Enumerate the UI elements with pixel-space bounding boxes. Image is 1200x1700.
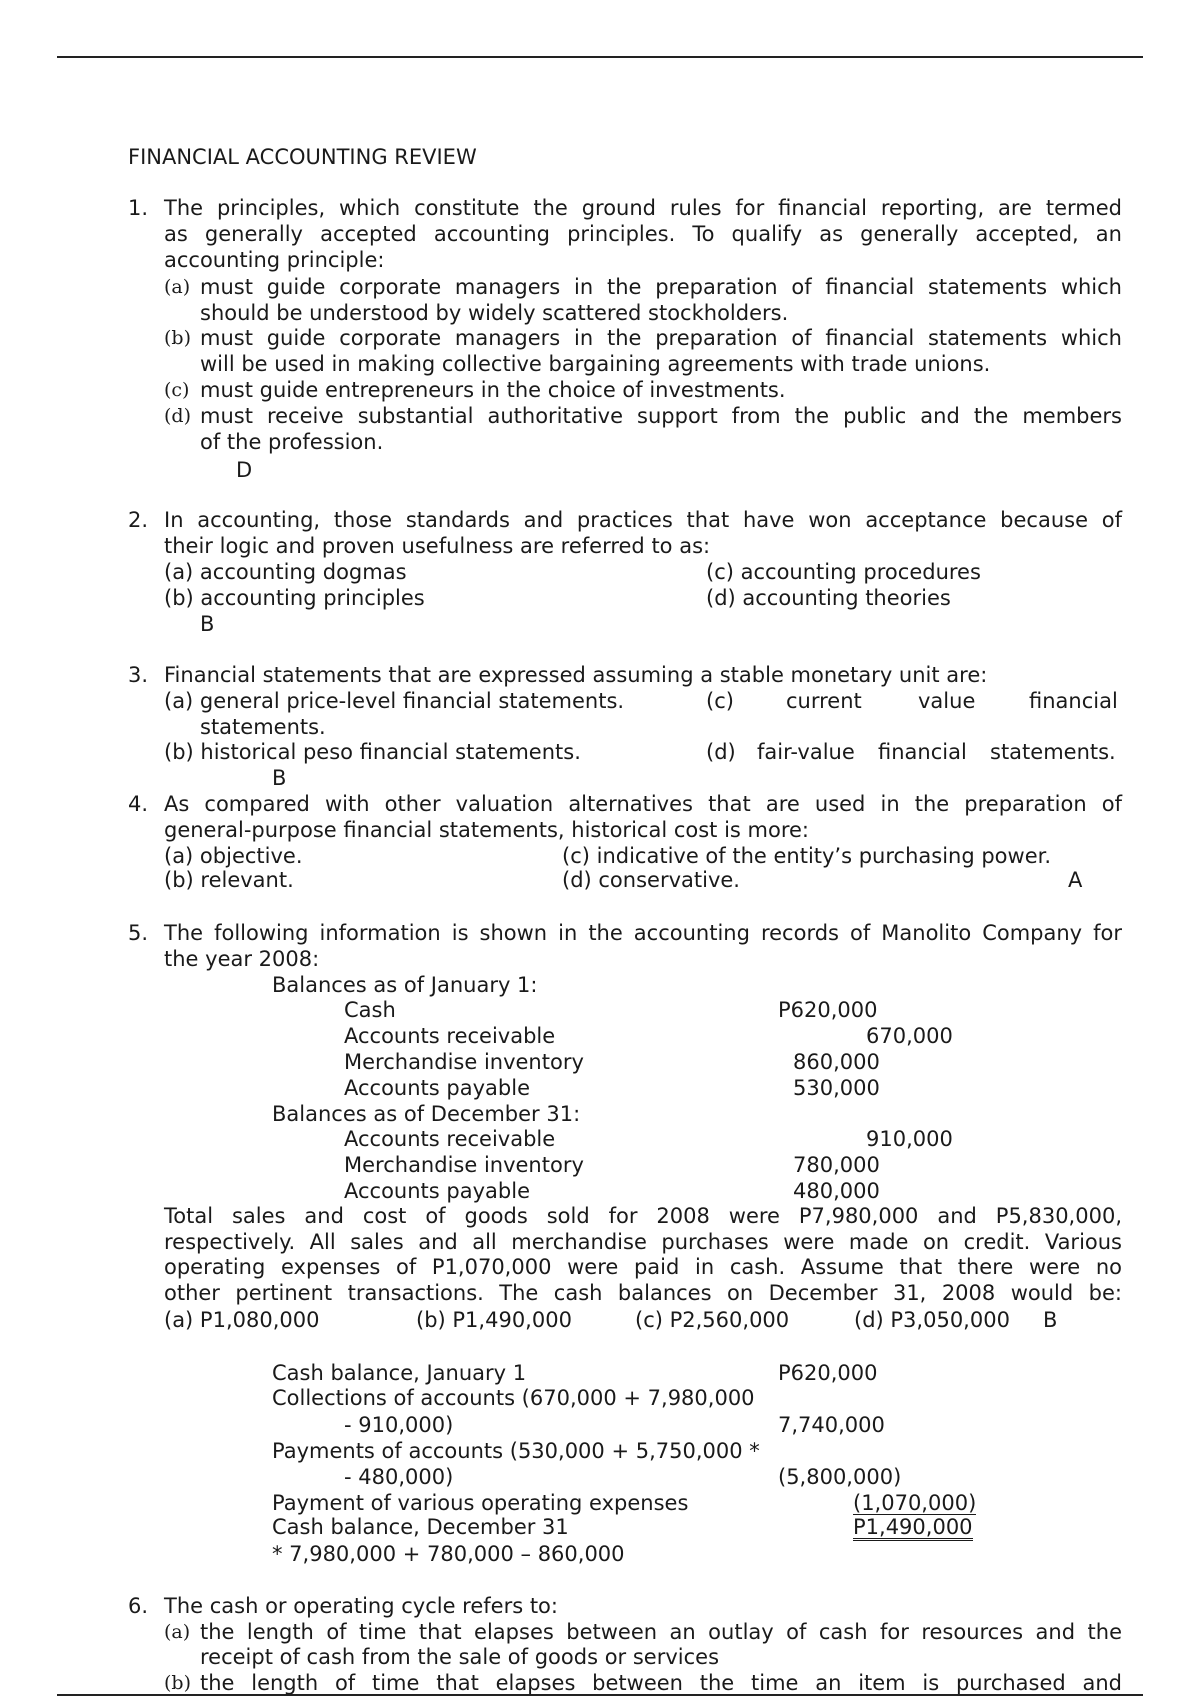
option-label: (a) [164,1621,191,1643]
balance-value: 780,000 [793,1153,880,1177]
option-text: will be used in making collective bargaining agreements with trade unions. [200,352,991,376]
option-text: of the profession. [200,430,384,454]
option-text: (a) accounting dogmas [164,560,407,584]
option-text: statements. [200,715,326,739]
question-stem-line: As compared with other valuation alternatives that are used in the preparation of [164,792,1122,816]
option-text-word: value [918,689,976,713]
option-text: must guide corporate managers in the preparation of financial statements which [200,275,1122,299]
answer-key: B [1043,1308,1058,1332]
bottom-rule [57,1694,1143,1696]
question-stem-line: accounting principle: [164,248,385,272]
option-label: (b) [164,1672,191,1694]
option-label: (b) [164,327,191,349]
solution-label: Cash balance, January 1 [272,1361,527,1385]
balance-label: Merchandise inventory [344,1153,584,1177]
solution-label: - 910,000) [344,1413,454,1437]
option-label: (a) [164,276,191,298]
answer-key: A [1068,868,1083,892]
question-paragraph-line: other pertinent transactions. The cash balances on December 31, 2008 would be: [164,1281,1122,1305]
balance-value: 480,000 [793,1179,880,1203]
solution-value: 7,740,000 [778,1413,885,1437]
solution-label: Payment of various operating expenses [272,1491,689,1515]
option-text-word: (d) [706,740,736,764]
option-text: the length of time that elapses between an outlay of cash for resources and the [200,1620,1122,1644]
question-number: 6. [128,1594,149,1618]
question-stem-line: Financial statements that are expressed assuming a stable monetary unit are: [164,663,988,687]
option-text: (c) indicative of the entity’s purchasing power. [562,844,1052,868]
solution-label: - 480,000) [344,1465,454,1489]
balance-value: 530,000 [793,1076,880,1100]
answer-key: B [200,612,215,636]
balance-label: Merchandise inventory [344,1050,584,1074]
option-text: (b) relevant. [164,868,294,892]
question-paragraph-line: Total sales and cost of goods sold for 2008 were P7,980,000 and P5,830,000, [164,1204,1122,1228]
option-text-word: fair-value [757,740,855,764]
question-stem-line: The following information is shown in the accounting records of Manolito Company for [164,921,1122,945]
option-text: receipt of cash from the sale of goods or services [200,1645,720,1669]
option-text: (a) objective. [164,844,303,868]
option-text: (b) historical peso financial statements. [164,740,581,764]
solution-label: Cash balance, December 31 [272,1515,569,1539]
balance-value: 910,000 [866,1127,953,1151]
option-text: (b) P1,490,000 [416,1308,572,1332]
solution-value: (5,800,000) [778,1465,902,1489]
question-stem-line: as generally accepted accounting principles. To qualify as generally accepted, an [164,222,1122,246]
option-text: the length of time that elapses between the time an item is purchased and [200,1671,1122,1695]
solution-label: Collections of accounts (670,000 + 7,980,000 [272,1386,755,1410]
option-text: must guide entrepreneurs in the choice of investments. [200,378,786,402]
question-stem-line: In accounting, those standards and practices that have won acceptance because of [164,508,1122,532]
question-stem-line: general-purpose financial statements, historical cost is more: [164,818,809,842]
balance-label: Accounts payable [344,1179,530,1203]
option-text: (c) accounting procedures [706,560,981,584]
option-text-word: financial [1029,689,1118,713]
solution-total: P1,490,000 [853,1515,973,1539]
balance-label: Accounts payable [344,1076,530,1100]
question-number: 3. [128,663,149,687]
answer-key: D [236,458,253,482]
option-text: (c) P2,560,000 [635,1308,790,1332]
solution-value: P620,000 [778,1361,878,1385]
option-text: (d) P3,050,000 [854,1308,1010,1332]
balances-header: Balances as of December 31: [272,1102,581,1126]
question-stem-line: The cash or operating cycle refers to: [164,1594,558,1618]
document-title: FINANCIAL ACCOUNTING REVIEW [128,145,477,169]
balance-label: Cash [344,998,396,1022]
option-label: (d) [164,405,191,427]
option-text: (d) conservative. [562,868,740,892]
option-text: (a) general price-level financial statements. [164,689,625,713]
question-number: 5. [128,921,149,945]
option-text: must receive substantial authoritative support from the public and the members [200,404,1122,428]
option-text: must guide corporate managers in the preparation of financial statements which [200,326,1122,350]
solution-value: (1,070,000) [853,1491,977,1515]
balance-label: Accounts receivable [344,1024,556,1048]
option-text: (a) P1,080,000 [164,1308,320,1332]
question-stem-line: The principles, which constitute the ground rules for financial reporting, are termed [164,196,1122,220]
balance-value: P620,000 [778,998,878,1022]
option-text-word: (c) [706,689,734,713]
option-label: (c) [164,379,190,401]
option-text: (b) accounting principles [164,586,425,610]
balance-value: 670,000 [866,1024,953,1048]
option-text-word: statements. [990,740,1116,764]
option-text-word: financial [878,740,967,764]
option-text: should be understood by widely scattered stockholders. [200,301,789,325]
solution-total-wrap [853,1514,973,1541]
question-number: 2. [128,508,149,532]
question-stem-line: the year 2008: [164,947,320,971]
option-text: (d) accounting theories [706,586,951,610]
option-text-word: current [786,689,862,713]
answer-key: B [272,766,287,790]
question-paragraph-line: operating expenses of P1,070,000 were paid in cash. Assume that there were no [164,1255,1122,1279]
question-stem-line: their logic and proven usefulness are referred to as: [164,534,711,558]
solution-label: Payments of accounts (530,000 + 5,750,000 * [272,1439,760,1463]
balance-value: 860,000 [793,1050,880,1074]
balance-label: Accounts receivable [344,1127,556,1151]
question-number: 1. [128,196,149,220]
balances-header: Balances as of January 1: [272,973,538,997]
question-number: 4. [128,792,149,816]
question-paragraph-line: respectively. All sales and all merchandise purchases were made on credit. Various [164,1230,1122,1254]
solution-footnote: * 7,980,000 + 780,000 – 860,000 [272,1542,625,1566]
solution-value-wrap [853,1490,976,1516]
